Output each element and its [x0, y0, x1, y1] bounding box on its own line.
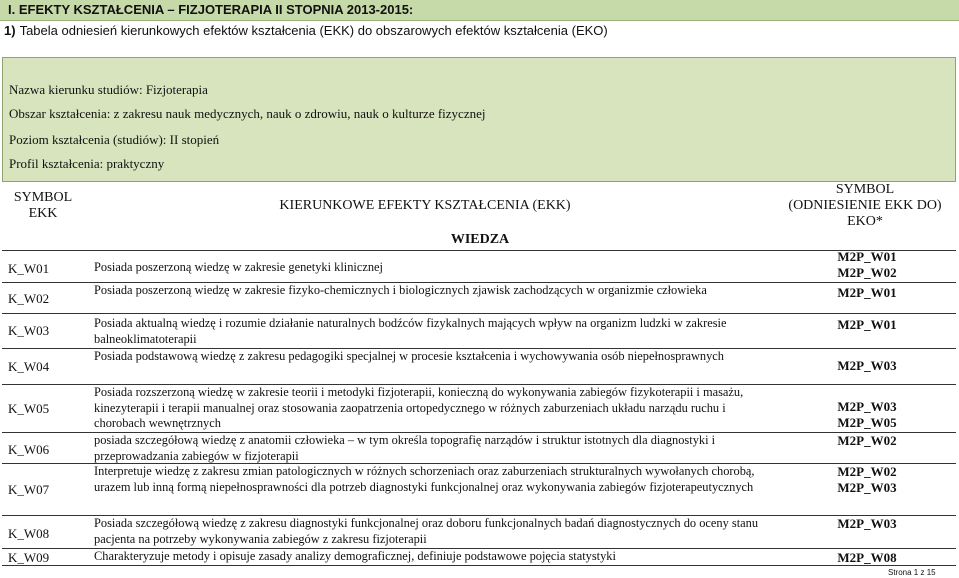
caption-text: Tabela odniesień kierunkowych efektów kształcenia (EKK) do obszarowych efektów kształcenia (EKO)	[19, 23, 608, 38]
row-description: Posiada rozszerzoną wiedzę w zakresie teorii i metodyki fizjoterapii, konieczną do wykonywania zabiegów fizykoterapii i masażu, kinezyterapii i terapii manualnej oraz stosowania zaopatrzenia ortopedycznego w różnych zaburzeniach układu narządu ruchu i chorobach wewnętrznych	[94, 385, 744, 430]
table-row	[2, 282, 956, 313]
table-row	[2, 548, 956, 565]
table-bottom-border	[2, 565, 956, 566]
title-bar	[0, 0, 959, 21]
row-description: Interpretuje wiedzę z zakresu zmian patologicznych w różnych schorzeniach oraz zaburzeniach strukturalnych wywołanych chorobą, urazem lub inną formą niepełnosprawności dla potrzeb diagnostyki funkcjonalnej oraz wykonywania zabiegów fizjoterapeutycznych	[94, 464, 755, 494]
row-symbol: K_W03	[8, 323, 50, 338]
table-row	[2, 432, 956, 463]
header-symbol-eko-line2: (ODNIESIENIE EKK DO)	[788, 198, 942, 213]
header-symbol-eko-line1: SYMBOL	[835, 182, 895, 197]
row-description: Posiada poszerzoną wiedzę w zakresie fizyko-chemicznych i biologicznych zjawisk zachodzących w organizmie człowieka	[94, 283, 707, 297]
row-description: Charakteryzuje metody i opisuje zasady analizy demograficznej, definiuje podstawowe pojęcia statystyki	[94, 549, 616, 563]
table-row	[2, 515, 956, 548]
info-line-field: Nazwa kierunku studiów: Fizjoterapia	[9, 82, 208, 97]
row-symbol: K_W01	[8, 261, 50, 276]
row-eko-reference: M2P_W01	[837, 317, 897, 332]
row-eko-reference: M2P_W01	[837, 285, 897, 300]
row-eko-reference: M2P_W02 M2P_W03	[837, 464, 897, 495]
info-line-profile: Profil kształcenia: praktyczny	[9, 156, 165, 171]
table-row	[2, 463, 956, 515]
row-symbol: K_W06	[8, 442, 50, 457]
row-symbol: K_W02	[8, 291, 50, 306]
table-row	[2, 313, 956, 348]
table-row	[2, 250, 956, 282]
program-info-box	[2, 57, 956, 182]
header-symbol-ekk	[8, 190, 78, 222]
info-line-level: Poziom kształcenia (studiów): II stopień	[9, 132, 220, 147]
table-caption	[4, 23, 608, 38]
row-description: Posiada poszerzoną wiedzę w zakresie genetyki klinicznej	[94, 260, 383, 274]
row-symbol: K_W05	[8, 401, 50, 416]
row-description: Posiada podstawową wiedzę z zakresu pedagogiki specjalnej w procesie kształcenia i wychowywania osób niepełnosprawnych	[94, 349, 724, 363]
row-description: posiada szczegółową wiedzę z anatomii człowieka – w tym określa topografię narządów i struktur istotnych dla diagnostyki i przeprowadzania zabiegów w fizjoterapii	[94, 433, 716, 463]
row-description: Posiada aktualną wiedzę i rozumie działanie naturalnych bodźców fizykalnych mających wpływ na organizm ludzki w zakresie balneoklimatoterapii	[94, 316, 727, 346]
row-symbol: K_W07	[8, 482, 50, 497]
table-row	[2, 348, 956, 384]
row-eko-reference: M2P_W03	[837, 358, 897, 373]
info-line-area: Obszar kształcenia: z zakresu nauk medycznych, nauk o zdrowiu, nauk o kulturze fizycznej	[9, 106, 486, 121]
row-symbol: K_W08	[8, 526, 50, 541]
header-symbol-ekk-line1: SYMBOL	[13, 190, 73, 205]
row-eko-reference: M2P_W02	[837, 433, 897, 448]
caption-number: 1)	[4, 23, 16, 38]
table-row	[2, 384, 956, 432]
header-effects: KIERUNKOWE EFEKTY KSZTAŁCENIA (EKK)	[279, 198, 571, 213]
row-symbol: K_W04	[8, 359, 50, 374]
section-heading-wiedza: WIEDZA	[450, 232, 510, 247]
header-symbol-eko	[770, 182, 959, 230]
row-symbol: K_W09	[8, 550, 50, 565]
row-eko-reference: M2P_W01 M2P_W02	[837, 249, 897, 280]
header-symbol-eko-line3: EKO*	[847, 214, 883, 229]
row-eko-reference: M2P_W03 M2P_W05	[837, 399, 897, 430]
row-eko-reference: M2P_W08	[837, 550, 897, 565]
page-number: Strona 1 z 15	[888, 568, 936, 577]
document-title: I. EFEKTY KSZTAŁCENIA – FIZJOTERAPIA II STOPNIA 2013-2015:	[8, 2, 414, 17]
row-description: Posiada szczegółową wiedzę z zakresu diagnostyki funkcjonalnej oraz doboru funkcjonalnych badań diagnostycznych do oceny stanu pacjenta na potrzeby wykonywania zabiegów z zakresu fizjoterapii	[94, 516, 759, 546]
header-symbol-ekk-line2: EKK	[28, 206, 58, 221]
row-eko-reference: M2P_W03	[837, 516, 897, 531]
